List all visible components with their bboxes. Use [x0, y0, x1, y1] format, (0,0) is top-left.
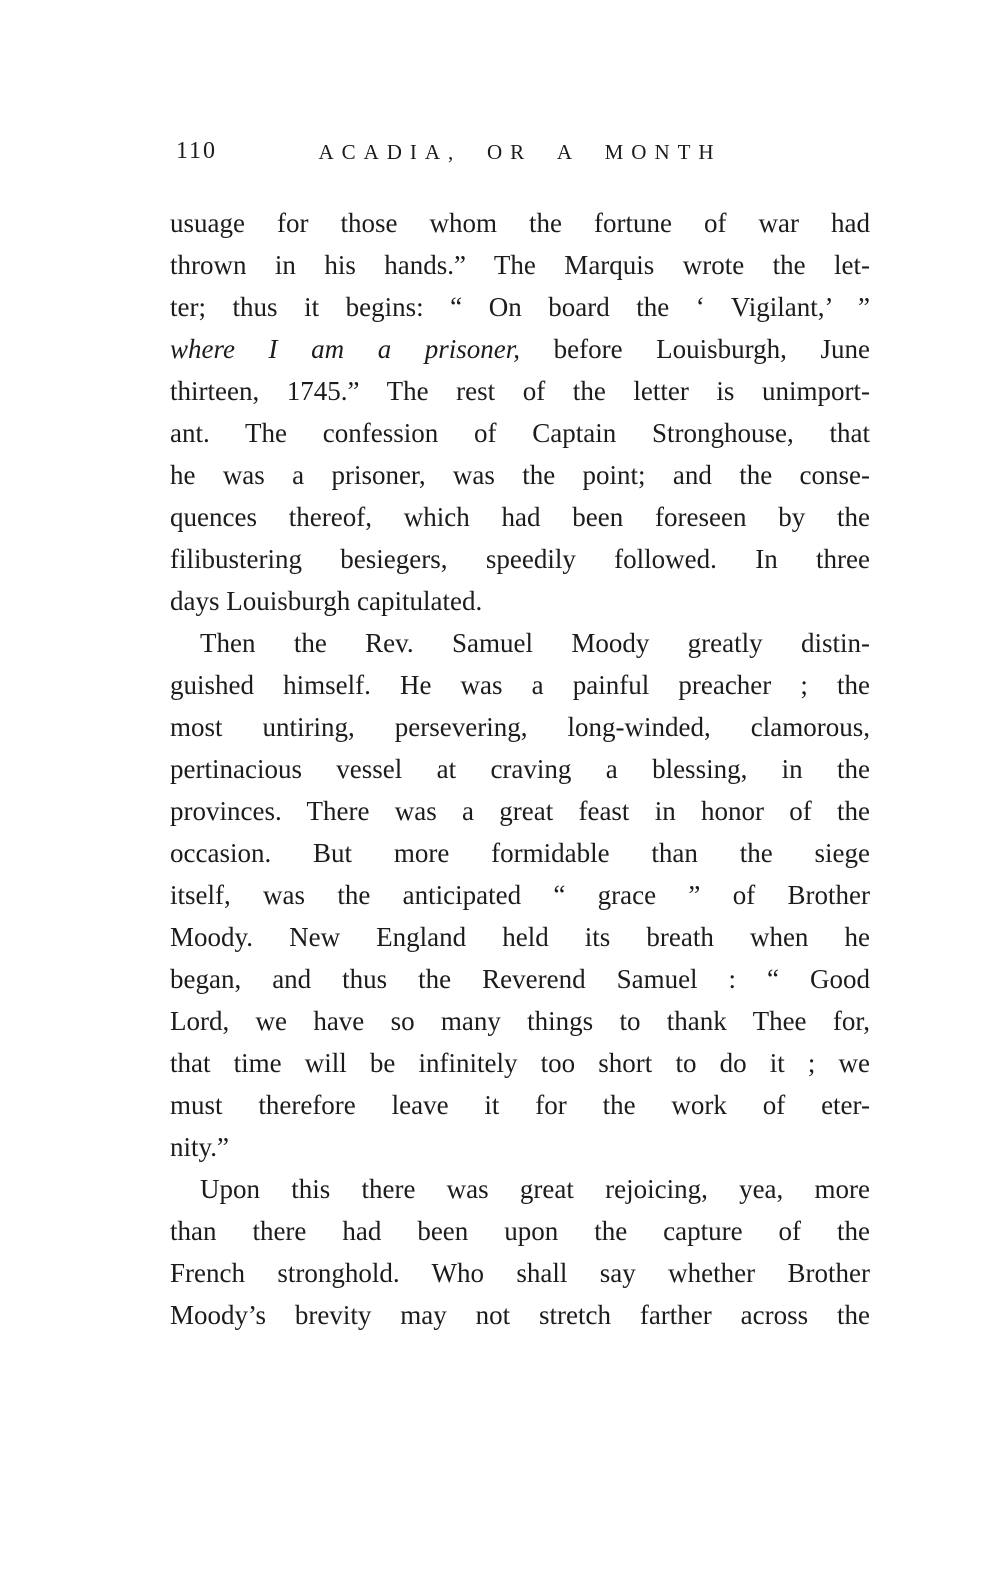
page-number: 110	[176, 138, 217, 164]
text-line	[170, 1084, 870, 1126]
text-segment: guished himself. He was a painful preacher ; the	[170, 670, 870, 700]
text-line	[170, 1042, 870, 1084]
text-line	[170, 664, 870, 706]
text-segment: French stronghold. Who shall say whether Brother	[170, 1258, 870, 1288]
text-line	[170, 202, 870, 244]
text-block	[170, 138, 870, 1336]
text-segment: ter; thus it begins: “ On board the ‘ Vigilant,’ ”	[170, 292, 870, 322]
text-line	[170, 496, 870, 538]
text-segment: pertinacious vessel at craving a blessing, in the	[170, 754, 870, 784]
text-segment: occasion. But more formidable than the siege	[170, 838, 870, 868]
text-segment: ant. The confession of Captain Stronghouse, that	[170, 418, 870, 448]
text-segment: provinces. There was a great feast in honor of the	[170, 796, 870, 826]
text-segment: quences thereof, which had been foreseen by the	[170, 502, 870, 532]
text-segment: Lord, we have so many things to thank Thee for,	[170, 1006, 870, 1036]
text-segment: nity.”	[170, 1132, 229, 1162]
text-line	[170, 832, 870, 874]
text-segment: than there had been upon the capture of the	[170, 1216, 870, 1246]
text-line	[170, 748, 870, 790]
page-header	[170, 138, 870, 170]
text-line	[170, 370, 870, 412]
italic-text: where I am a prisoner,	[170, 334, 521, 364]
text-segment: most untiring, persevering, long-winded, clamorous,	[170, 712, 870, 742]
text-line	[170, 1294, 870, 1336]
text-line	[170, 244, 870, 286]
text-segment: he was a prisoner, was the point; and the conse-	[170, 460, 870, 490]
text-segment: that time will be infinitely too short to do it ; we	[170, 1048, 870, 1078]
text-segment: itself, was the anticipated “ grace ” of Brother	[170, 880, 870, 910]
text-segment: thirteen, 1745.” The rest of the letter is unimport-	[170, 376, 870, 406]
text-line	[170, 874, 870, 916]
text-segment: Then the Rev. Samuel Moody greatly distin-	[200, 628, 870, 658]
text-segment: began, and thus the Reverend Samuel : “ Good	[170, 964, 870, 994]
page-body	[170, 202, 870, 1336]
text-line	[170, 286, 870, 328]
text-line	[170, 454, 870, 496]
text-line	[170, 1210, 870, 1252]
text-segment: days Louisburgh capitulated.	[170, 586, 483, 616]
text-line	[170, 1126, 870, 1168]
text-line	[170, 1168, 870, 1210]
text-line	[170, 1000, 870, 1042]
text-segment: must therefore leave it for the work of eter-	[170, 1090, 870, 1120]
text-line	[170, 706, 870, 748]
text-segment: Moody’s brevity may not stretch farther across the	[170, 1300, 870, 1330]
text-line	[170, 328, 870, 370]
text-segment: Moody. New England held its breath when he	[170, 922, 870, 952]
text-line	[170, 412, 870, 454]
text-line	[170, 580, 870, 622]
text-segment: usuage for those whom the fortune of war had	[170, 208, 870, 238]
text-line	[170, 958, 870, 1000]
text-segment: before Louisburgh, June	[520, 334, 870, 364]
text-line	[170, 622, 870, 664]
text-line	[170, 916, 870, 958]
text-segment: thrown in his hands.” The Marquis wrote the let-	[170, 250, 870, 280]
running-header: ACADIA, OR A MONTH	[318, 140, 722, 164]
paragraph	[170, 1168, 870, 1336]
paragraph	[170, 622, 870, 1168]
text-segment: Upon this there was great rejoicing, yea, more	[200, 1174, 870, 1204]
text-line	[170, 790, 870, 832]
text-line	[170, 1252, 870, 1294]
text-line	[170, 538, 870, 580]
text-segment: filibustering besiegers, speedily followed. In three	[170, 544, 870, 574]
paragraph	[170, 202, 870, 622]
